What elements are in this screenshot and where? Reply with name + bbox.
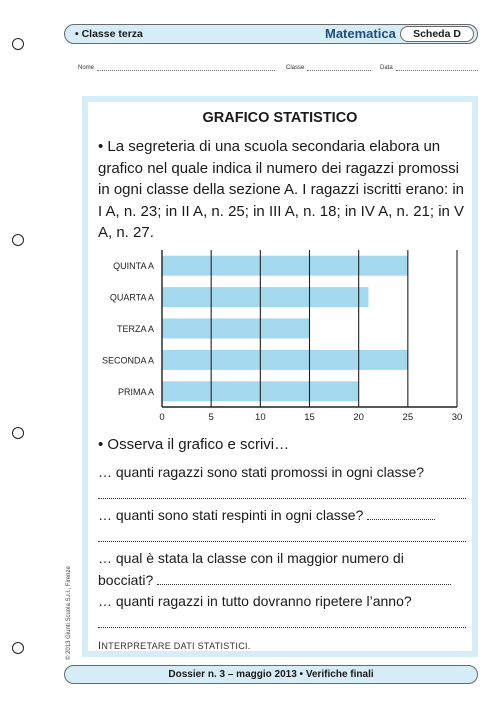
- question-1: … quanti ragazzi sono stati promossi in ogni classe?: [98, 464, 425, 480]
- question-4: … quanti ragazzi in tutto dovranno ripetere l’anno?: [98, 593, 412, 609]
- subject-title: Matematica: [325, 26, 396, 41]
- copyright-note: © 2013 Giunti Scuola S.r.l., Firenze: [66, 566, 72, 660]
- name-line: [97, 63, 275, 71]
- date-label: Data: [380, 65, 393, 71]
- exercise-heading: • Osserva il grafico e scrivi…: [98, 436, 290, 453]
- date-field[interactable]: [380, 63, 478, 71]
- category-label-prima-a: PRIMA A: [117, 386, 154, 397]
- category-label-terza-a: TERZA A: [116, 324, 154, 334]
- category-label-quinta-a: QUINTA A: [113, 261, 154, 272]
- x-tick-20: 20: [353, 412, 364, 423]
- question-list: [98, 462, 470, 634]
- category-label-quarta-a: QUARTA A: [109, 292, 154, 303]
- question-3a: … qual è stata la classe con il maggior numero di: [98, 550, 404, 566]
- header-bar: [64, 24, 478, 44]
- page-title: GRAFICO STATISTICO: [202, 110, 358, 126]
- answer-line-4[interactable]: [98, 617, 466, 628]
- binder-hole-3: [12, 427, 24, 439]
- bar-quarta-a: [162, 287, 369, 307]
- x-tick-0: 0: [159, 412, 165, 423]
- class-level-label: • Classe terza: [75, 28, 143, 40]
- answer-line-2b[interactable]: [98, 531, 466, 542]
- binder-hole-4: [12, 642, 24, 654]
- bar-chart: [88, 102, 472, 432]
- sheet-badge: Scheda D: [400, 26, 474, 42]
- name-field[interactable]: [78, 63, 275, 71]
- class-line: [307, 63, 371, 71]
- x-tick-30: 30: [451, 412, 463, 423]
- bar-quinta-a: [162, 256, 408, 276]
- binder-hole-2: [12, 234, 24, 246]
- problem-statement: • La segreteria di una scuola secondaria elabora un grafico nel quale indica il numero dei ragazzi promossi in ogni classe della sezione A. I ragazzi iscritti erano: in I A, n. 23; in II A, n. 25; in III A, n. 18; in IV A, n. 21; in V A, n. 27.: [98, 138, 465, 241]
- footer-bar: Dossier n. 3 – maggio 2013 • Verifiche finali: [64, 665, 478, 684]
- x-tick-25: 25: [402, 412, 414, 423]
- x-tick-15: 15: [304, 412, 315, 423]
- x-tick-10: 10: [255, 412, 266, 423]
- name-label: Nome: [78, 65, 95, 71]
- question-3b: bocciati?: [98, 571, 154, 588]
- exercise-panel: [82, 96, 478, 657]
- answer-line-2a[interactable]: [367, 509, 435, 520]
- skill-note: INTERPRETARE DATI STATISTICI.: [98, 640, 251, 652]
- class-field[interactable]: [286, 63, 371, 71]
- category-label-seconda-a: SECONDA A: [101, 355, 154, 366]
- date-line: [396, 63, 478, 71]
- x-tick-5: 5: [208, 412, 214, 423]
- bar-seconda-a: [162, 350, 408, 370]
- bar-terza-a: [162, 319, 310, 339]
- question-2: … quanti sono stati respinti in ogni classe?: [98, 507, 364, 523]
- student-fields: [78, 63, 478, 75]
- binder-hole-1: [12, 38, 24, 50]
- answer-line-3[interactable]: [157, 574, 451, 585]
- answer-line-1[interactable]: [98, 488, 466, 499]
- class-label: Classe: [286, 65, 305, 71]
